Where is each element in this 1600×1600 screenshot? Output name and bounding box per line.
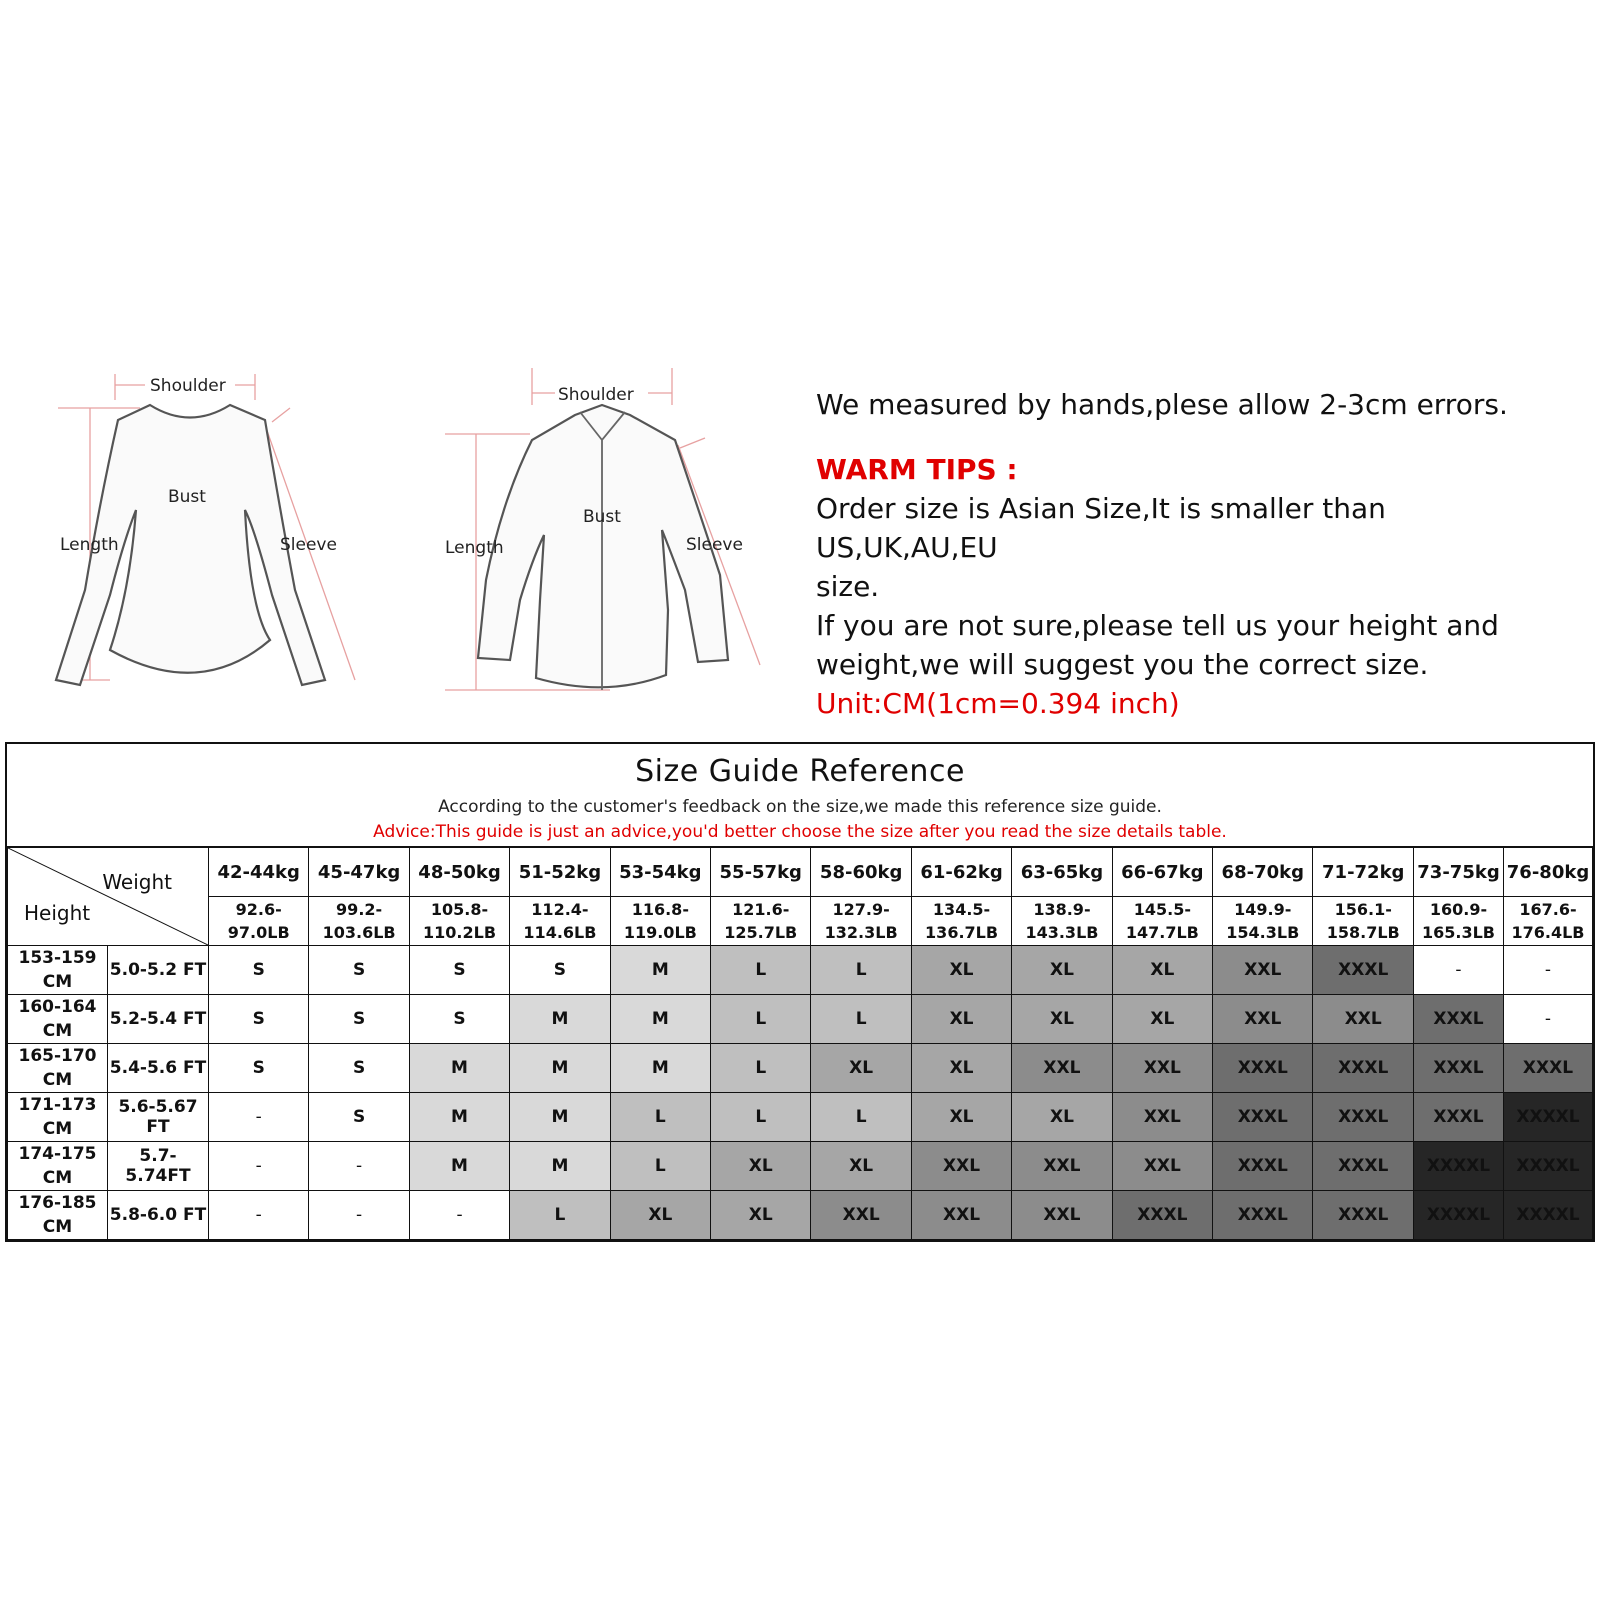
height-cm-line: 176-185 bbox=[18, 1193, 97, 1213]
height-cm-line: CM bbox=[42, 1119, 73, 1139]
table-row bbox=[8, 1044, 1593, 1093]
height-ft-cell: 5.2-5.4 FT bbox=[108, 995, 209, 1044]
size-cell: XXXXL bbox=[1504, 1191, 1593, 1240]
size-cell: M bbox=[510, 995, 610, 1044]
size-cell: M bbox=[510, 1093, 610, 1142]
size-cell: M bbox=[510, 1142, 610, 1191]
size-cell: XXL bbox=[1213, 946, 1313, 995]
size-cell: XL bbox=[911, 1044, 1011, 1093]
weight-lb-line: 145.5- bbox=[1133, 900, 1191, 919]
weight-lb-line: 154.3LB bbox=[1226, 923, 1300, 942]
size-cell: L bbox=[610, 1142, 710, 1191]
weight-lb-line: 132.3LB bbox=[824, 923, 898, 942]
size-cell: - bbox=[1504, 946, 1593, 995]
weight-lb-line: 136.7LB bbox=[925, 923, 999, 942]
size-cell: XXL bbox=[1213, 995, 1313, 1044]
weight-lb-header bbox=[409, 897, 509, 946]
size-cell: XXL bbox=[1012, 1044, 1112, 1093]
notsure-note-line1: If you are not sure,please tell us your height and bbox=[816, 609, 1499, 642]
height-cm-line: CM bbox=[42, 1168, 73, 1188]
size-cell: XXL bbox=[1313, 995, 1414, 1044]
size-cell: XXXXL bbox=[1504, 1142, 1593, 1191]
size-table-body bbox=[8, 848, 1593, 1240]
height-cm-cell bbox=[8, 1044, 108, 1093]
weight-lb-line: 110.2LB bbox=[423, 923, 497, 942]
weight-lb-line: 112.4- bbox=[531, 900, 589, 919]
tshirt-illustration bbox=[40, 360, 380, 710]
weight-kg-header: 55-57kg bbox=[711, 848, 811, 897]
size-cell: L bbox=[711, 995, 811, 1044]
weight-kg-header: 58-60kg bbox=[811, 848, 911, 897]
size-cell: XL bbox=[1112, 995, 1212, 1044]
size-cell: - bbox=[309, 1142, 409, 1191]
weight-kg-header: 42-44kg bbox=[209, 848, 309, 897]
height-cm-line: CM bbox=[42, 1070, 73, 1090]
weight-lb-header bbox=[1112, 897, 1212, 946]
size-cell: M bbox=[409, 1142, 509, 1191]
size-cell: XXL bbox=[1112, 1142, 1212, 1191]
weight-lb-header bbox=[1012, 897, 1112, 946]
size-cell: L bbox=[711, 946, 811, 995]
height-cm-line: 165-170 bbox=[18, 1046, 97, 1066]
size-cell: M bbox=[409, 1044, 509, 1093]
weight-lb-line: 165.3LB bbox=[1422, 923, 1495, 942]
size-cell: XXXL bbox=[1313, 1044, 1414, 1093]
height-cm-line: CM bbox=[42, 1217, 73, 1237]
tee-length-label: Length bbox=[60, 535, 119, 555]
size-cell: XXL bbox=[1012, 1142, 1112, 1191]
height-cm-line: 174-175 bbox=[18, 1144, 97, 1164]
size-guide bbox=[5, 742, 1595, 1242]
height-cm-cell bbox=[8, 995, 108, 1044]
weight-lb-line: 127.9- bbox=[832, 900, 890, 919]
shirt-shoulder-label: Shoulder bbox=[558, 385, 634, 405]
size-cell: M bbox=[510, 1044, 610, 1093]
shirt-length-label: Length bbox=[445, 538, 504, 558]
size-cell: XL bbox=[1112, 946, 1212, 995]
size-cell: XXXL bbox=[1112, 1191, 1212, 1240]
weight-lb-line: 158.7LB bbox=[1326, 923, 1400, 942]
size-cell: XL bbox=[811, 1142, 911, 1191]
shirt-drawing bbox=[440, 360, 780, 710]
weight-kg-header: 61-62kg bbox=[911, 848, 1011, 897]
weight-lb-line: 149.9- bbox=[1234, 900, 1292, 919]
weight-kg-header: 66-67kg bbox=[1112, 848, 1212, 897]
weight-lb-header bbox=[911, 897, 1011, 946]
height-cm-line: 153-159 bbox=[18, 948, 97, 968]
height-ft-cell: 5.0-5.2 FT bbox=[108, 946, 209, 995]
weight-lb-line: 143.3LB bbox=[1025, 923, 1099, 942]
weight-lb-line: 125.7LB bbox=[724, 923, 798, 942]
weight-lb-line: 167.6- bbox=[1519, 900, 1577, 919]
tee-sleeve-label: Sleeve bbox=[280, 535, 337, 555]
order-note-line2: size. bbox=[816, 570, 880, 603]
size-cell: XXL bbox=[1112, 1044, 1212, 1093]
size-cell: XXL bbox=[911, 1191, 1011, 1240]
tshirt-drawing bbox=[40, 360, 380, 710]
size-cell: - bbox=[1414, 946, 1504, 995]
size-cell: - bbox=[209, 1093, 309, 1142]
size-cell: XXXL bbox=[1313, 1093, 1414, 1142]
size-cell: M bbox=[409, 1093, 509, 1142]
height-cm-cell bbox=[8, 946, 108, 995]
size-cell: M bbox=[610, 1044, 710, 1093]
size-cell: XXXL bbox=[1213, 1142, 1313, 1191]
weight-lb-header bbox=[811, 897, 911, 946]
height-cm-cell bbox=[8, 1142, 108, 1191]
weight-lb-header bbox=[1213, 897, 1313, 946]
table-row bbox=[8, 1191, 1593, 1240]
size-cell: S bbox=[209, 1044, 309, 1093]
weight-lb-line: 116.8- bbox=[631, 900, 689, 919]
size-cell: - bbox=[209, 1191, 309, 1240]
size-cell: S bbox=[209, 946, 309, 995]
weight-kg-header: 63-65kg bbox=[1012, 848, 1112, 897]
tee-shoulder-label: Shoulder bbox=[150, 376, 226, 396]
size-cell: XXXXL bbox=[1504, 1093, 1593, 1142]
size-cell: - bbox=[1504, 995, 1593, 1044]
height-cm-cell bbox=[8, 1093, 108, 1142]
weight-lb-line: 105.8- bbox=[430, 900, 489, 919]
weight-lb-header bbox=[1313, 897, 1414, 946]
size-cell: XXXL bbox=[1213, 1093, 1313, 1142]
size-cell: XXXXL bbox=[1414, 1191, 1504, 1240]
size-cell: S bbox=[510, 946, 610, 995]
size-cell: L bbox=[711, 1044, 811, 1093]
size-cell: L bbox=[510, 1191, 610, 1240]
weight-lb-header bbox=[209, 897, 309, 946]
weight-kg-header: 48-50kg bbox=[409, 848, 509, 897]
shirt-sleeve-label: Sleeve bbox=[686, 535, 743, 555]
table-row bbox=[8, 946, 1593, 995]
size-cell: S bbox=[309, 995, 409, 1044]
weight-lb-line: 119.0LB bbox=[623, 923, 697, 942]
height-ft-cell: 5.8-6.0 FT bbox=[108, 1191, 209, 1240]
size-cell: XXXL bbox=[1313, 946, 1414, 995]
weight-kg-header: 68-70kg bbox=[1213, 848, 1313, 897]
size-cell: XXL bbox=[911, 1142, 1011, 1191]
weight-lb-header bbox=[309, 897, 409, 946]
weight-lb-line: 99.2- bbox=[336, 900, 383, 919]
weight-lb-line: 138.9- bbox=[1033, 900, 1091, 919]
order-note-line1: Order size is Asian Size,It is smaller than US,UK,AU,EU bbox=[816, 492, 1386, 564]
size-cell: XXXL bbox=[1313, 1191, 1414, 1240]
size-cell: XL bbox=[1012, 946, 1112, 995]
size-cell: XXXL bbox=[1213, 1191, 1313, 1240]
size-cell: XL bbox=[610, 1191, 710, 1240]
weight-lb-line: 103.6LB bbox=[322, 923, 396, 942]
corner-height-label: Height bbox=[24, 901, 91, 925]
corner-diagonal bbox=[8, 848, 208, 945]
height-cm-line: 171-173 bbox=[18, 1095, 97, 1115]
size-cell: L bbox=[711, 1093, 811, 1142]
height-cm-line: 160-164 bbox=[18, 997, 97, 1017]
size-cell: XXXXL bbox=[1414, 1142, 1504, 1191]
size-cell: XXXL bbox=[1213, 1044, 1313, 1093]
weight-lb-header bbox=[711, 897, 811, 946]
size-cell: XL bbox=[911, 995, 1011, 1044]
size-cell: L bbox=[811, 946, 911, 995]
size-table bbox=[7, 847, 1593, 1240]
height-ft-cell: 5.7-5.74FT bbox=[108, 1142, 209, 1191]
weight-lb-header bbox=[1414, 897, 1504, 946]
size-cell: L bbox=[811, 995, 911, 1044]
weight-lb-header bbox=[1504, 897, 1593, 946]
shirt-illustration bbox=[440, 360, 780, 710]
weight-lb-line: 92.6- bbox=[235, 900, 282, 919]
size-cell: L bbox=[610, 1093, 710, 1142]
size-cell: - bbox=[409, 1191, 509, 1240]
tips-block bbox=[816, 385, 1576, 723]
size-cell: XL bbox=[1012, 995, 1112, 1044]
size-cell: S bbox=[309, 946, 409, 995]
size-cell: - bbox=[309, 1191, 409, 1240]
tee-bust-label: Bust bbox=[168, 487, 206, 507]
size-cell: XXL bbox=[811, 1191, 911, 1240]
weight-lb-line: 147.7LB bbox=[1125, 923, 1199, 942]
size-cell: S bbox=[309, 1044, 409, 1093]
size-cell: S bbox=[409, 995, 509, 1044]
height-ft-cell: 5.4-5.6 FT bbox=[108, 1044, 209, 1093]
size-cell: XL bbox=[1012, 1093, 1112, 1142]
table-corner bbox=[8, 848, 209, 946]
size-guide-advice: Advice:This guide is just an advice,you'd better choose the size after you read the size details table. bbox=[373, 822, 1227, 842]
weight-kg-row bbox=[8, 848, 1593, 897]
size-cell: - bbox=[209, 1142, 309, 1191]
size-cell: S bbox=[409, 946, 509, 995]
size-cell: XL bbox=[811, 1044, 911, 1093]
size-cell: XXXL bbox=[1414, 995, 1504, 1044]
weight-lb-line: 156.1- bbox=[1334, 900, 1392, 919]
size-cell: L bbox=[811, 1093, 911, 1142]
weight-lb-header bbox=[610, 897, 710, 946]
weight-lb-line: 160.9- bbox=[1429, 900, 1488, 919]
size-guide-header bbox=[7, 744, 1593, 847]
height-cm-line: CM bbox=[42, 972, 73, 992]
table-row bbox=[8, 1142, 1593, 1191]
weight-kg-header: 45-47kg bbox=[309, 848, 409, 897]
size-cell: XXXL bbox=[1414, 1044, 1504, 1093]
weight-lb-line: 114.6LB bbox=[523, 923, 597, 942]
notsure-note-line2: weight,we will suggest you the correct size. bbox=[816, 648, 1429, 681]
size-cell: XXXL bbox=[1313, 1142, 1414, 1191]
weight-lb-line: 134.5- bbox=[932, 900, 991, 919]
size-guide-subtitle: According to the customer's feedback on the size,we made this reference size guide. bbox=[438, 797, 1162, 817]
size-cell: XL bbox=[711, 1191, 811, 1240]
weight-kg-header: 76-80kg bbox=[1504, 848, 1593, 897]
size-cell: M bbox=[610, 946, 710, 995]
shirt-bust-label: Bust bbox=[583, 507, 621, 527]
size-cell: M bbox=[610, 995, 710, 1044]
weight-kg-header: 51-52kg bbox=[510, 848, 610, 897]
corner-weight-label: Weight bbox=[102, 870, 172, 894]
size-cell: XXL bbox=[1112, 1093, 1212, 1142]
size-cell: XXXL bbox=[1414, 1093, 1504, 1142]
size-cell: XL bbox=[711, 1142, 811, 1191]
weight-lb-line: 97.0LB bbox=[227, 923, 290, 942]
size-guide-title: Size Guide Reference bbox=[635, 754, 965, 789]
height-ft-cell: 5.6-5.67 FT bbox=[108, 1093, 209, 1142]
weight-kg-header: 53-54kg bbox=[610, 848, 710, 897]
size-cell: XL bbox=[911, 946, 1011, 995]
table-row bbox=[8, 1093, 1593, 1142]
weight-lb-header bbox=[510, 897, 610, 946]
size-cell: XXXL bbox=[1504, 1044, 1593, 1093]
size-cell: S bbox=[309, 1093, 409, 1142]
measure-note: We measured by hands,plese allow 2-3cm errors. bbox=[816, 388, 1508, 421]
weight-lb-line: 121.6- bbox=[732, 900, 790, 919]
weight-lb-row bbox=[8, 897, 1593, 946]
size-cell: XXL bbox=[1012, 1191, 1112, 1240]
weight-kg-header: 71-72kg bbox=[1313, 848, 1414, 897]
unit-note: Unit:CM(1cm=0.394 inch) bbox=[816, 687, 1180, 720]
size-cell: S bbox=[209, 995, 309, 1044]
size-cell: XL bbox=[911, 1093, 1011, 1142]
warm-tips-title: WARM TIPS : bbox=[816, 453, 1018, 486]
weight-kg-header: 73-75kg bbox=[1414, 848, 1504, 897]
table-row bbox=[8, 995, 1593, 1044]
height-cm-cell bbox=[8, 1191, 108, 1240]
weight-lb-line: 176.4LB bbox=[1511, 923, 1585, 942]
height-cm-line: CM bbox=[42, 1021, 73, 1041]
